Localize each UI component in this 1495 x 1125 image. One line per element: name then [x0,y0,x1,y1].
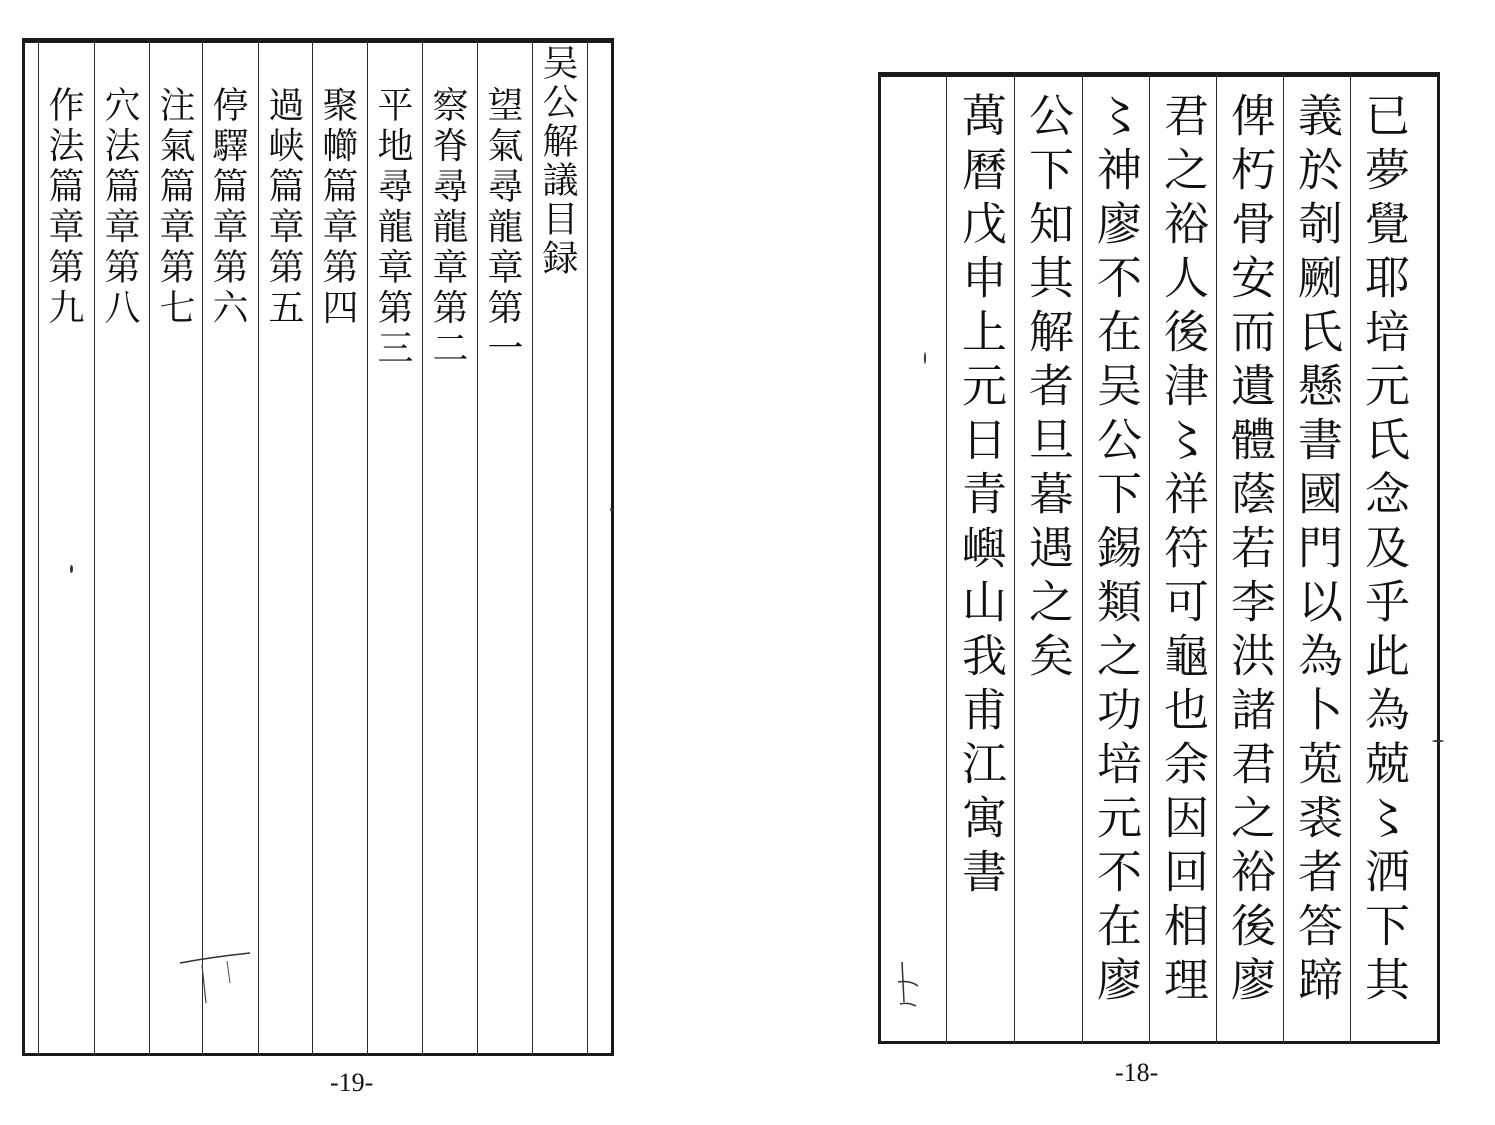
left-page [22,38,614,1056]
column-rule [38,38,39,1056]
ink-mark [892,952,932,1022]
column-rule [149,38,150,1056]
column-rule [202,38,203,1056]
page-number-left: -19- [330,1068,374,1097]
column-rule [1082,72,1083,1044]
text-column-1: 已夢覺耶培元氏念及乎此為兢〻洒下其 [1357,92,1410,1010]
ink-stroke-mark [172,943,282,1013]
column-rule [367,38,368,1056]
text-column-4: 君之裕人後津〻祥符可龜也余因回相理 [1156,92,1209,1010]
text-column-2: 義於剞劂氏懸書國門以為卜莵裘者答蹄 [1290,92,1343,1010]
toc-entry-9: 作法篇章第九 [43,86,84,329]
toc-entry-7: 注氣篇章第七 [154,86,195,329]
column-rule [1014,72,1015,1044]
scan-speck [1432,740,1444,742]
toc-entry-1: 望氣尋龍章第一 [482,86,523,370]
column-rule [1283,72,1284,1044]
column-rule [94,38,95,1056]
toc-entry-4: 聚幯篇章第四 [317,86,358,329]
column-rule [587,38,588,1056]
text-column-6: 公下知其解者旦暮遇之矣 [1021,92,1074,686]
column-rule [1149,72,1150,1044]
text-column-3: 俾朽骨安而遺體蔭若李洪諸君之裕後廖 [1223,92,1276,1010]
scan-speck [924,352,926,364]
right-page [878,72,1440,1044]
column-rule [946,72,947,1044]
toc-title: 吴公解議目録 [537,44,578,278]
column-rule [1350,72,1351,1044]
page-number-right: -18- [1115,1058,1159,1087]
scan-speck [70,565,73,573]
toc-entry-8: 穴法篇章第八 [99,86,140,329]
toc-entry-2: 察脊尋龍章第二 [427,86,468,370]
text-column-7: 萬曆戊申上元日青嶼山我甫江寓書 [954,92,1007,902]
scan-speck [610,508,613,511]
column-rule [422,38,423,1056]
column-rule [1216,72,1217,1044]
column-rule [312,38,313,1056]
text-column-5: 〻神廖不在吴公下錫類之功培元不在廖 [1089,92,1142,1010]
toc-entry-3: 平地尋龍章第三 [372,86,413,370]
toc-entry-6: 停驛篇章第六 [207,86,248,329]
toc-entry-5: 過峡篇章第五 [263,86,304,329]
column-rule [258,38,259,1056]
column-rule [532,38,533,1056]
column-rule [477,38,478,1056]
